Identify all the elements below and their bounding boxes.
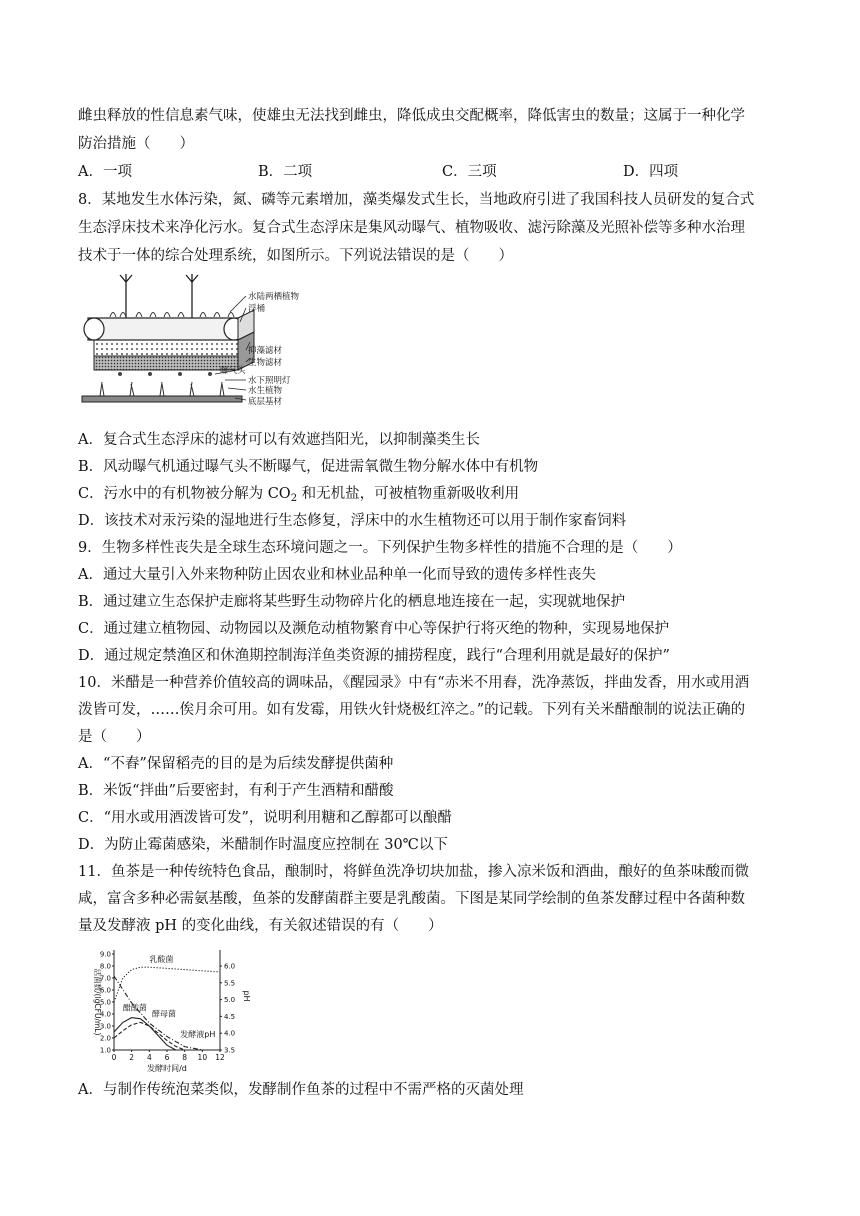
series-line-0 — [114, 967, 220, 1002]
y-left-axis-label: 活菌数/(lgCFU/mL) — [93, 968, 102, 1036]
label-underwater-light: 水下照明灯 — [248, 376, 291, 386]
wind-turbine-icon — [120, 274, 198, 318]
y-left-tick-label: 9.0 — [99, 950, 111, 959]
x-tick-label: 2 — [129, 1053, 135, 1062]
q7-option-b: B．二项 — [258, 164, 313, 180]
y-right-axis-label: pH — [242, 990, 251, 1002]
q9-option-d: D．通过规定禁渔区和休渔期控制海洋鱼类资源的捕捞程度，践行“合理利用就是最好的保护” — [78, 648, 670, 664]
x-tick-label: 6 — [164, 1053, 170, 1062]
q10-option-b: B．米饭“拌曲”后要密封，有利于产生酒精和醋酸 — [78, 783, 394, 799]
label-substrate: 底层基材 — [248, 397, 283, 407]
q8-option-b: B．风动曝气机通过曝气头不断曝气，促进需氧微生物分解水体中有机物 — [78, 459, 539, 475]
y-right-tick-label: 6.0 — [224, 962, 236, 971]
label-bio-filter: 生物滤材 — [248, 358, 283, 368]
y-left-tick-label: 3.0 — [99, 1022, 111, 1031]
floating-bed-figure — [80, 272, 340, 408]
q8-stem-line3: 技术于一体的综合处理系统，如图所示。下列说法错误的是（ ） — [78, 248, 513, 264]
x-tick-label: 8 — [182, 1053, 188, 1062]
y-left-tick-label: 1.0 — [99, 1046, 111, 1055]
q10-stem-line3: 是（ ） — [78, 729, 151, 745]
y-left-tick-label: 5.0 — [99, 998, 111, 1007]
fermentation-chart — [86, 942, 286, 1076]
q8-stem-line2: 生态浮床技术来净化污水。复合式生态浮床是集风动曝气、植物吸收、滤污除藻及光照补偿等多种水治理 — [78, 220, 745, 236]
q7-option-c: C．三项 — [442, 164, 497, 180]
y-left-tick-label: 6.0 — [99, 986, 111, 995]
q7-option-d: D．四项 — [623, 164, 679, 180]
q7-stem-line2: 防治措施（ ） — [78, 136, 194, 152]
q8-option-c: C．污水中的有机物被分解为 $CO_2$ 和无机盐，可被植物重新吸收利用 — [78, 486, 520, 504]
x-tick-label: 12 — [215, 1053, 225, 1062]
series-label-0: 乳酸菌 — [149, 954, 174, 964]
q11-stem-line3: 量及发酵液 pH 的变化曲线，有关叙述错误的有（ ） — [78, 918, 443, 934]
y-right-tick-label: 4.0 — [224, 1029, 236, 1038]
q10-option-d: D．为防止霉菌感染，米醋制作时温度应控制在 30℃以下 — [78, 837, 448, 853]
x-tick-label: 10 — [197, 1053, 208, 1062]
series-label-3: 发酵液pH — [180, 1029, 216, 1039]
x-tick-label: 4 — [146, 1053, 152, 1062]
aquatic-plant-icon — [100, 382, 224, 396]
q11-option-a: A．与制作传统泡菜类似，发酵制作鱼茶的过程中不需严格的灭菌处理 — [78, 1082, 524, 1098]
y-right-tick-label: 4.5 — [224, 1012, 236, 1021]
series-label-2: 酵母菌 — [151, 1009, 176, 1019]
q8-option-d: D．该技术对汞污染的湿地进行生态修复，浮床中的水生植物还可以用于制作家畜饲料 — [78, 513, 627, 529]
q8-option-a: A．复合式生态浮床的滤材可以有效遮挡阳光，以抑制藻类生长 — [78, 432, 480, 448]
q7-option-a: A．一项 — [78, 164, 132, 180]
label-amphibious-plant: 水陆两栖植物 — [248, 292, 300, 302]
q9-option-c: C．通过建立植物园、动物园以及濒危动植物繁育中心等保护行将灭绝的物种，实现易地保护 — [78, 621, 670, 637]
series-line-1 — [114, 1018, 176, 1050]
label-algae-filter: 抑藻滤材 — [248, 346, 283, 356]
y-right-tick-label: 3.5 — [224, 1046, 236, 1055]
amphibious-plant-icon — [110, 313, 234, 318]
y-right-tick-label: 5.5 — [224, 979, 236, 988]
x-tick-label: 0 — [111, 1053, 117, 1062]
q11-stem-line2: 咸，富含多种必需氨基酸，鱼茶的发酵菌群主要是乳酸菌。下图是某同学绘制的鱼茶发酵过程中各菌种数 — [78, 891, 745, 907]
label-aerator: 曝气头 — [220, 366, 246, 376]
y-right-tick-label: 5.0 — [224, 996, 236, 1005]
q9-option-b: B．通过建立生态保护走廊将某些野生动物碎片化的栖息地连接在一起，实现就地保护 — [78, 594, 626, 610]
q10-stem-line2: 泼皆可发，……俟月余可用。如有发霉，用铁火针烧极红淬之。”的记载。下列有关米醋酿制的说法正确的 — [78, 702, 746, 718]
q11-stem-line1: 11．鱼茶是一种传统特色食品，酿制时，将鲜鱼洗净切块加盐，掺入凉米饭和酒曲，酿好的鱼茶味酸而微 — [78, 864, 749, 880]
q8-stem-line1: 8．某地发生水体污染，氮、磷等元素增加，藻类爆发式生长，当地政府引进了我国科技人员研发的复合式 — [78, 192, 755, 208]
x-axis-label: 发酵时间/d — [147, 1064, 187, 1073]
y-left-tick-label: 2.0 — [99, 1034, 111, 1043]
y-left-tick-label: 4.0 — [99, 1010, 111, 1019]
series-label-1: 醋酸菌 — [122, 1003, 147, 1013]
q10-option-c: C．“用水或用酒泼皆可发”，说明利用糖和乙醇都可以酿醋 — [78, 810, 452, 826]
q7-stem-line1: 雌虫释放的性信息素气味，使雄虫无法找到雌虫，降低成虫交配概率，降低害虫的数量；这属于一种化学 — [78, 108, 745, 124]
q9-stem: 9．生物多样性丧失是全球生态环境问题之一。下列保护生物多样性的措施不合理的是（ ） — [78, 540, 682, 556]
y-left-tick-label: 7.0 — [99, 974, 111, 983]
q10-stem-line1: 10．米醋是一种营养价值较高的调味品，《醒园录》中有“赤米不用舂，洗净蒸饭，拌曲发香，用水或用酒 — [78, 675, 750, 691]
label-float-barrel: 浮桶 — [248, 304, 266, 314]
q10-option-a: A．“不舂”保留稻壳的目的是为后续发酵提供菌种 — [78, 756, 394, 772]
q9-option-a: A．通过大量引入外来物种防止因农业和林业品种单一化而导致的遗传多样性丧失 — [78, 567, 596, 583]
label-aquatic-plant: 水生植物 — [248, 386, 283, 396]
y-left-tick-label: 8.0 — [99, 962, 111, 971]
